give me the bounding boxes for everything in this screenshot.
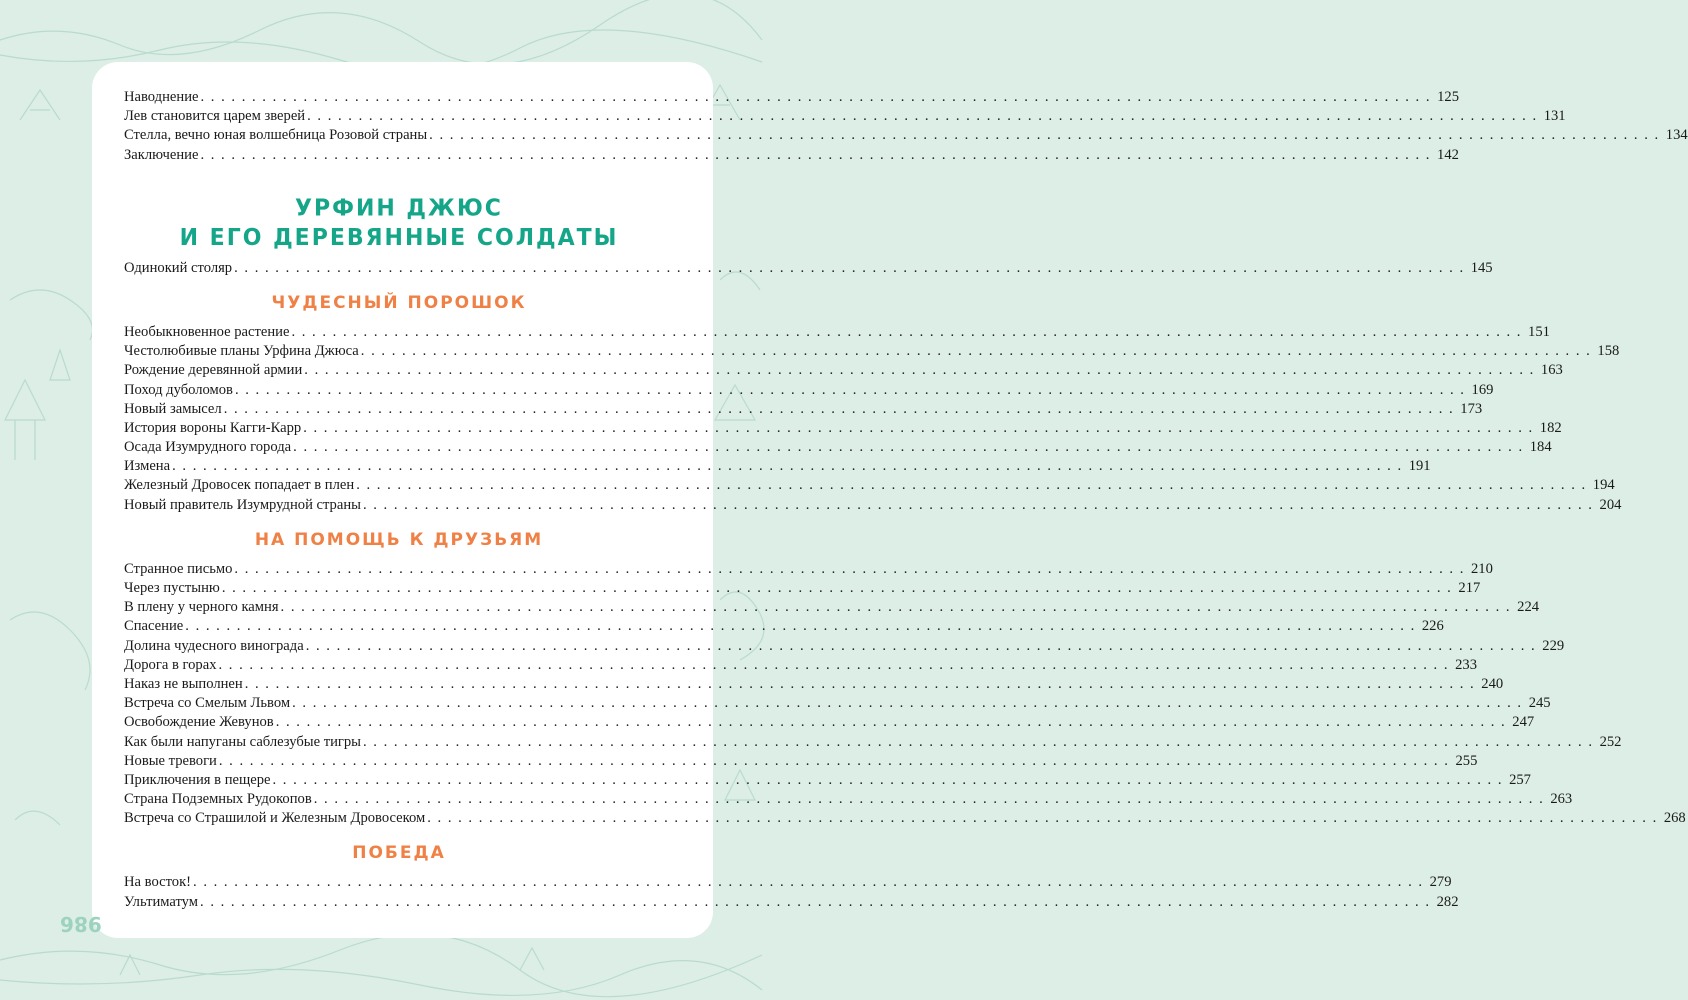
toc-entry[interactable] xyxy=(124,381,1494,400)
dot-leader: . . . . . . . . . . . . . . . . . . . . . . . . . . . . . . . . . . . . . . . . . . . . . . . . . . . . . . . . . . . . . . . . . . . . . . . . . . . . . . . . . . . . . . . . . . . . . . . . . . . . . . . . . . . . . . . . . . . . . . . . xyxy=(234,560,1465,577)
dot-leader: . . . . . . . . . . . . . . . . . . . . . . . . . . . . . . . . . . . . . . . . . . . . . . . . . . . . . . . . . . . . . . . . . . . . . . . . . . . . . . . . . . . . . . . . . . . . . . . . . . . . . . . . . . . . . . . . . . . . . . . . xyxy=(292,695,1523,712)
toc-entry-title: Спасение xyxy=(124,618,184,635)
toc-entry-page: 282 xyxy=(1436,893,1459,910)
toc-entry-title: Страна Подземных Рудокопов xyxy=(124,791,312,808)
toc-entry[interactable] xyxy=(124,496,1622,515)
toc-entry-title: В плену у черного камня xyxy=(124,599,279,616)
dot-leader: . . . . . . . . . . . . . . . . . . . . . . . . . . . . . . . . . . . . . . . . . . . . . . . . . . . . . . . . . . . . . . . . . . . . . . . . . . . . . . . . . . . . . . . . . . . . . . . . . . . . . . . . . . . . . . . . . . . . . . . . xyxy=(234,381,1466,398)
dot-leader: . . . . . . . . . . . . . . . . . . . . . . . . . . . . . . . . . . . . . . . . . . . . . . . . . . . . . . . . . . . . . . . . . . . . . . . . . . . . . . . . . . . . . . . . . . . . . . . . . . . . . . . . . . . . . . . . . . . . . . . . xyxy=(360,343,1592,360)
toc-entry[interactable] xyxy=(124,675,1504,694)
toc-entry-page: 263 xyxy=(1550,791,1573,808)
dot-leader: . . . . . . . . . . . . . . . . . . . . . . . . . . . . . . . . . . . . . . . . . . . . . . . . . . . . . . . . . . . . . . . . . . . . . . . . . . . . . . . . . . . . . . . . . . . . . . . . . . . . . . . . . . . . . . . . . . . . . . . . xyxy=(307,108,1538,125)
page-number: 986 xyxy=(60,912,102,936)
toc-entry[interactable] xyxy=(124,259,1493,278)
toc-entry-page: 279 xyxy=(1429,874,1452,891)
toc-entry-page: 151 xyxy=(1528,323,1550,340)
toc-entry-title: Наводнение xyxy=(124,89,199,105)
toc-entry-page: 247 xyxy=(1512,714,1535,731)
dot-leader: . . . . . . . . . . . . . . . . . . . . . . . . . . . . . . . . . . . . . . . . . . . . . . . . . . . . . . . . . . . . . . . . . . . . . . . . . . . . . . . . . . . . . . . . . . . . . . . . . . . . . . . . . . . . . . . . . . . . . . . . xyxy=(234,259,1465,276)
dot-leader: . . . . . . . . . . . . . . . . . . . . . . . . . . . . . . . . . . . . . . . . . . . . . . . . . . . . . . . . . . . . . . . . . . . . . . . . . . . . . . . . . . . . . . . . . . . . . . . . . . . . . . . . . . . . . . . . . . . . . . . . xyxy=(356,477,1587,494)
dot-leader: . . . . . . . . . . . . . . . . . . . . . . . . . . . . . . . . . . . . . . . . . . . . . . . . . . . . . . . . . . . . . . . . . . . . . . . . . . . . . . . . . . . . . . . . . . . . . . . . . . . . . . . . . . . . . . . . . . . . . . . . xyxy=(362,733,1594,750)
toc-entry[interactable] xyxy=(124,126,1688,145)
toc-entry-title: Заключение xyxy=(124,146,199,163)
dot-leader: . . . . . . . . . . . . . . . . . . . . . . . . . . . . . . . . . . . . . . . . . . . . . . . . . . . . . . . . . . . . . . . . . . . . . . . . . . . . . . . . . . . . . . . . . . . . . . . . . . . . . . . . . . . . . . . . . . . . . . . . xyxy=(291,323,1522,340)
dot-leader: . . . . . . . . . . . . . . . . . . . . . . . . . . . . . . . . . . . . . . . . . . . . . . . . . . . . . . . . . . . . . . . . . . . . . . . . . . . . . . . . . . . . . . . . . . . . . . . . . . . . . . . . . . . . . . . . . . . . . . . . xyxy=(303,419,1534,436)
toc-entry-page: 257 xyxy=(1509,771,1531,788)
dot-leader: . . . . . . . . . . . . . . . . . . . . . . . . . . . . . . . . . . . . . . . . . . . . . . . . . . . . . . . . . . . . . . . . . . . . . . . . . . . . . . . . . . . . . . . . . . . . . . . . . . . . . . . . . . . . . . . . . . . . . . . . xyxy=(429,127,1660,144)
toc-entry[interactable] xyxy=(124,361,1563,380)
dot-leader: . . . . . . . . . . . . . . . . . . . . . . . . . . . . . . . . . . . . . . . . . . . . . . . . . . . . . . . . . . . . . . . . . . . . . . . . . . . . . . . . . . . . . . . . . . . . . . . . . . . . . . . . . . . . . . . . . . . . . . . . xyxy=(293,439,1524,456)
dot-leader: . . . . . . . . . . . . . . . . . . . . . . . . . . . . . . . . . . . . . . . . . . . . . . . . . . . . . . . . . . . . . . . . . . . . . . . . . . . . . . . . . . . . . . . . . . . . . . . . . . . . . . . . . . . . . . . . . . . . . . . . xyxy=(200,89,1431,105)
toc-entry[interactable] xyxy=(124,146,1459,165)
toc-entry-title: Встреча со Смелым Львом xyxy=(124,695,291,712)
toc-entry-title: Осада Изумрудного города xyxy=(124,439,292,456)
intro-entries xyxy=(124,88,1688,165)
toc-entry[interactable] xyxy=(124,752,1478,771)
toc-entry-page: 191 xyxy=(1408,458,1431,475)
toc-entry-title: Железный Дровосек попадает в плен xyxy=(124,477,355,494)
toc-entry-title: Измена xyxy=(124,458,171,475)
dot-leader: . . . . . . . . . . . . . . . . . . . . . . . . . . . . . . . . . . . . . . . . . . . . . . . . . . . . . . . . . . . . . . . . . . . . . . . . . . . . . . . . . . . . . . . . . . . . . . . . . . . . . . . . . . . . . . . . . . . . . . . . xyxy=(223,400,1455,417)
toc-entry-title: Странное письмо xyxy=(124,560,233,577)
toc-entry-title: Новый замысел xyxy=(124,400,222,417)
dot-leader: . . . . . . . . . . . . . . . . . . . . . . . . . . . . . . . . . . . . . . . . . . . . . . . . . . . . . . . . . . . . . . . . . . . . . . . . . . . . . . . . . . . . . . . . . . . . . . . . . . . . . . . . . . . . . . . . . . . . . . . . xyxy=(193,874,1424,891)
toc-entry-title: Рождение деревянной армии xyxy=(124,362,303,379)
toc-entry-page: 268 xyxy=(1663,810,1686,827)
toc-entry[interactable] xyxy=(124,342,1620,361)
toc-entry-title: Новые тревоги xyxy=(124,752,217,769)
toc-entry-page: 224 xyxy=(1517,599,1540,616)
toc-entry[interactable] xyxy=(124,560,1493,579)
toc-entry-page: 252 xyxy=(1599,733,1622,750)
book-title-line1: УРФИН ДЖЮС xyxy=(295,195,503,222)
toc-entry-title: История вороны Кагги-Карр xyxy=(124,419,302,436)
table-of-contents xyxy=(124,88,1688,912)
dot-leader: . . . . . . . . . . . . . . . . . . . . . . . . . . . . . . . . . . . . . . . . . . . . . . . . . . . . . . . . . . . . . . . . . . . . . . . . . . . . . . . . . . . . . . . . . . . . . . . . . . . . . . . . . . . . . . . . . . . . . . . . xyxy=(218,656,1449,673)
dot-leader: . . . . . . . . . . . . . . . . . . . . . . . . . . . . . . . . . . . . . . . . . . . . . . . . . . . . . . . . . . . . . . . . . . . . . . . . . . . . . . . . . . . . . . . . . . . . . . . . . . . . . . . . . . . . . . . . . . . . . . . . xyxy=(280,599,1512,616)
toc-entry-title: Встреча со Страшилой и Железным Дровосеком xyxy=(124,810,426,827)
toc-entry[interactable] xyxy=(124,107,1566,126)
toc-entry-title: Одинокий столяр xyxy=(124,259,233,276)
toc-entry-page: 145 xyxy=(1470,259,1493,276)
section-title: ЧУДЕСНЫЙ ПОРОШОК xyxy=(271,292,527,313)
toc-entry-title: Долина чудесного винограда xyxy=(124,637,304,654)
toc-entry-title: Как были напуганы саблезубые тигры xyxy=(124,733,361,750)
dot-leader: . . . . . . . . . . . . . . . . . . . . . . . . . . . . . . . . . . . . . . . . . . . . . . . . . . . . . . . . . . . . . . . . . . . . . . . . . . . . . . . . . . . . . . . . . . . . . . . . . . . . . . . . . . . . . . . . . . . . . . . . xyxy=(221,580,1453,596)
toc-entry[interactable] xyxy=(124,656,1477,675)
dot-leader: . . . . . . . . . . . . . . . . . . . . . . . . . . . . . . . . . . . . . . . . . . . . . . . . . . . . . . . . . . . . . . . . . . . . . . . . . . . . . . . . . . . . . . . . . . . . . . . . . . . . . . . . . . . . . . . . . . . . . . . . xyxy=(304,362,1535,379)
toc-entry-title: Освобождение Жевунов xyxy=(124,714,274,731)
section-title: НА ПОМОЩЬ К ДРУЗЬЯМ xyxy=(254,529,544,550)
toc-entry-title: Стелла, вечно юная волшебница Розовой страны xyxy=(124,127,428,144)
toc-entry-page: 134 xyxy=(1665,127,1688,144)
toc-entry-title: Через пустыню xyxy=(124,580,220,596)
toc-entry[interactable] xyxy=(124,419,1562,438)
toc-entry-title: На восток! xyxy=(124,874,192,891)
book-entries xyxy=(124,259,1493,278)
toc-entry[interactable] xyxy=(124,893,1459,912)
dot-leader: . . . . . . . . . . . . . . . . . . . . . . . . . . . . . . . . . . . . . . . . . . . . . . . . . . . . . . . . . . . . . . . . . . . . . . . . . . . . . . . . . . . . . . . . . . . . . . . . . . . . . . . . . . . . . . . . . . . . . . . . xyxy=(185,618,1416,635)
toc-entry[interactable] xyxy=(124,457,1431,476)
dot-leader: . . . . . . . . . . . . . . . . . . . . . . . . . . . . . . . . . . . . . . . . . . . . . . . . . . . . . . . . . . . . . . . . . . . . . . . . . . . . . . . . . . . . . . . . . . . . . . . . . . . . . . . . . . . . . . . . . . . . . . . . xyxy=(362,496,1594,513)
toc-entry[interactable] xyxy=(124,790,1573,809)
toc-entry-page: 184 xyxy=(1529,439,1552,456)
toc-entry[interactable] xyxy=(124,809,1686,828)
toc-entry[interactable] xyxy=(124,733,1622,752)
toc-entry-page: 142 xyxy=(1437,146,1459,163)
toc-entry-page: 173 xyxy=(1460,400,1483,417)
toc-entry[interactable] xyxy=(124,400,1483,419)
toc-entry-title: Поход дуболомов xyxy=(124,381,233,398)
dot-leader: . . . . . . . . . . . . . . . . . . . . . . . . . . . . . . . . . . . . . . . . . . . . . . . . . . . . . . . . . . . . . . . . . . . . . . . . . . . . . . . . . . . . . . . . . . . . . . . . . . . . . . . . . . . . . . . . . . . . . . . . xyxy=(427,810,1658,827)
toc-entry-page: 210 xyxy=(1470,560,1493,577)
toc-entry[interactable] xyxy=(124,323,1550,342)
toc-entry[interactable] xyxy=(124,579,1481,598)
toc-entry[interactable] xyxy=(124,88,1459,107)
toc-entry-page: 233 xyxy=(1455,656,1477,673)
toc-entry-page: 204 xyxy=(1599,496,1622,513)
dot-leader: . . . . . . . . . . . . . . . . . . . . . . . . . . . . . . . . . . . . . . . . . . . . . . . . . . . . . . . . . . . . . . . . . . . . . . . . . . . . . . . . . . . . . . . . . . . . . . . . . . . . . . . . . . . . . . . . . . . . . . . . xyxy=(272,771,1503,788)
toc-entry[interactable] xyxy=(124,476,1615,495)
dot-leader: . . . . . . . . . . . . . . . . . . . . . . . . . . . . . . . . . . . . . . . . . . . . . . . . . . . . . . . . . . . . . . . . . . . . . . . . . . . . . . . . . . . . . . . . . . . . . . . . . . . . . . . . . . . . . . . . . . . . . . . . xyxy=(244,675,1476,692)
toc-entry-page: 245 xyxy=(1528,695,1551,712)
book-title-line2: И ЕГО ДЕРЕВЯННЫЕ СОЛДАТЫ xyxy=(179,224,619,252)
toc-entry-page: 163 xyxy=(1540,362,1563,379)
section-title: ПОБЕДА xyxy=(352,843,446,864)
toc-entry-title: Приключения в пещере xyxy=(124,771,271,788)
toc-entry-page: 158 xyxy=(1597,343,1620,360)
book-title xyxy=(124,194,674,253)
toc-entry-page: 182 xyxy=(1539,419,1562,436)
toc-entry-page: 125 xyxy=(1437,89,1459,105)
toc-entry-page: 226 xyxy=(1421,618,1444,635)
toc-entry-title: Новый правитель Изумрудной страны xyxy=(124,496,361,513)
toc-entry-page: 240 xyxy=(1481,675,1504,692)
toc-entry[interactable] xyxy=(124,713,1535,732)
toc-entry-title: Необыкновенное растение xyxy=(124,323,290,340)
dot-leader: . . . . . . . . . . . . . . . . . . . . . . . . . . . . . . . . . . . . . . . . . . . . . . . . . . . . . . . . . . . . . . . . . . . . . . . . . . . . . . . . . . . . . . . . . . . . . . . . . . . . . . . . . . . . . . . . . . . . . . . . xyxy=(218,752,1450,769)
toc-entry-title: Честолюбивые планы Урфина Джюса xyxy=(124,343,359,360)
sections xyxy=(124,292,1686,912)
toc-entry-page: 131 xyxy=(1543,108,1566,125)
toc-entry[interactable] xyxy=(124,694,1551,713)
toc-entry-title: Дорога в горах xyxy=(124,656,217,673)
toc-entry[interactable] xyxy=(124,438,1552,457)
toc-entry-page: 169 xyxy=(1471,381,1494,398)
toc-entry[interactable] xyxy=(124,637,1565,656)
toc-entry-title: Наказ не выполнен xyxy=(124,675,243,692)
toc-entry-title: Ультиматум xyxy=(124,893,199,910)
toc-entry-page: 194 xyxy=(1592,477,1615,494)
dot-leader: . . . . . . . . . . . . . . . . . . . . . . . . . . . . . . . . . . . . . . . . . . . . . . . . . . . . . . . . . . . . . . . . . . . . . . . . . . . . . . . . . . . . . . . . . . . . . . . . . . . . . . . . . . . . . . . . . . . . . . . . xyxy=(200,893,1431,910)
dot-leader: . . . . . . . . . . . . . . . . . . . . . . . . . . . . . . . . . . . . . . . . . . . . . . . . . . . . . . . . . . . . . . . . . . . . . . . . . . . . . . . . . . . . . . . . . . . . . . . . . . . . . . . . . . . . . . . . . . . . . . . . xyxy=(275,714,1507,731)
dot-leader: . . . . . . . . . . . . . . . . . . . . . . . . . . . . . . . . . . . . . . . . . . . . . . . . . . . . . . . . . . . . . . . . . . . . . . . . . . . . . . . . . . . . . . . . . . . . . . . . . . . . . . . . . . . . . . . . . . . . . . . . xyxy=(313,791,1545,808)
toc-entry[interactable] xyxy=(124,873,1452,892)
toc-entry-page: 217 xyxy=(1458,580,1481,596)
dot-leader: . . . . . . . . . . . . . . . . . . . . . . . . . . . . . . . . . . . . . . . . . . . . . . . . . . . . . . . . . . . . . . . . . . . . . . . . . . . . . . . . . . . . . . . . . . . . . . . . . . . . . . . . . . . . . . . . . . . . . . . . xyxy=(305,637,1537,654)
toc-entry-page: 255 xyxy=(1455,752,1478,769)
toc-entry[interactable] xyxy=(124,617,1444,636)
toc-entry-page: 229 xyxy=(1542,637,1565,654)
dot-leader: . . . . . . . . . . . . . . . . . . . . . . . . . . . . . . . . . . . . . . . . . . . . . . . . . . . . . . . . . . . . . . . . . . . . . . . . . . . . . . . . . . . . . . . . . . . . . . . . . . . . . . . . . . . . . . . . . . . . . . . . xyxy=(200,146,1431,163)
toc-entry[interactable] xyxy=(124,771,1531,790)
toc-entry-title: Лев становится царем зверей xyxy=(124,108,306,125)
toc-entry[interactable] xyxy=(124,598,1540,617)
dot-leader: . . . . . . . . . . . . . . . . . . . . . . . . . . . . . . . . . . . . . . . . . . . . . . . . . . . . . . . . . . . . . . . . . . . . . . . . . . . . . . . . . . . . . . . . . . . . . . . . . . . . . . . . . . . . . . . . . . . . . . . . xyxy=(172,458,1403,475)
